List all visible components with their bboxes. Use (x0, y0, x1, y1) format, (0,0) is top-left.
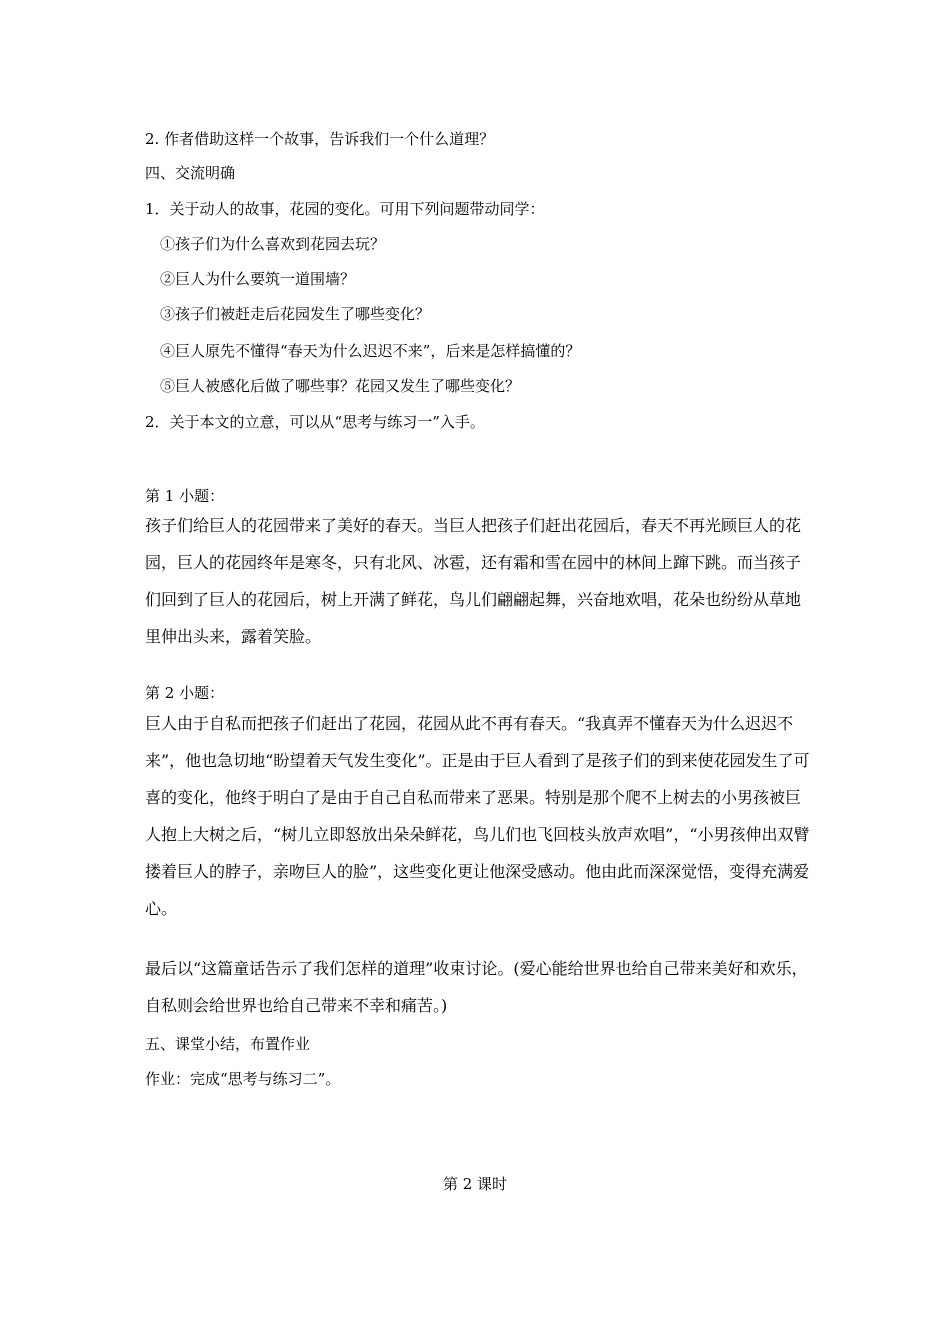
sub-question-1: ①孩子们为什么喜欢到花园去玩？ (160, 235, 386, 253)
sub-question-2: ②巨人为什么要筑一道围墙？ (160, 270, 356, 288)
section-heading-4: 四、交流明确 (145, 164, 236, 182)
discussion-item-2: 2．关于本文的立意，可以从“思考与练习一”入手。 (145, 413, 485, 431)
lesson-2-heading: 第 2 课时 (442, 1175, 508, 1193)
closing-discussion: 最后以“这篇童话告示了我们怎样的道理”收束讨论。(爱心能给世界也给自己带来美好和欢乐，自私则会给世界也给自己带来不幸和痛苦。) (145, 959, 808, 1015)
sub-question-5: ⑤巨人被感化后做了哪些事？花园又发生了哪些变化？ (160, 377, 521, 395)
section-heading-5: 五、课堂小结，布置作业 (145, 1035, 311, 1053)
sub-question-3: ③孩子们被赶走后花园发生了哪些变化？ (160, 305, 431, 323)
discussion-item-1: 1．关于动人的故事，花园的变化。可用下列问题带动同学： (145, 200, 545, 218)
question-2: 2. 作者借助这样一个故事，告诉我们一个什么道理？ (145, 130, 495, 148)
subquestion-2-title: 第 2 小题： (145, 684, 225, 702)
homework-line: 作业：完成“思考与练习二”。 (145, 1070, 341, 1088)
sub-question-4: ④巨人原先不懂得“春天为什么迟迟不来”，后来是怎样搞懂的？ (160, 342, 581, 360)
subquestion-2-answer: 巨人由于自私而把孩子们赶出了花园，花园从此不再有春天。“我真弄不懂春天为什么迟迟不来”，他也急切地“盼望着天气发生变化”。正是由于巨人看到了是孩子们的到来使花园发生了可喜的变化，他终于明白了是由于自己自私而带来了恶果。特别是那个爬不上树去的小男孩被巨人抱上大树之后，“树儿立即怒放出朵朵鲜花，鸟儿们也飞回枝头放声欢唱”，“小男孩伸出双臂搂着巨人的脖子，亲吻巨人的脸”，这些变化更让他深受感动。他由此而深深觉悟，变得充满爱心。 (145, 714, 810, 918)
document-page (145, 0, 815, 1344)
subquestion-1-answer: 孩子们给巨人的花园带来了美好的春天。当巨人把孩子们赶出花园后，春天不再光顾巨人的花园，巨人的花园终年是寒冬，只有北风、冰雹，还有霜和雪在园中的林间上蹿下跳。而当孩子们回到了巨人的花园后，树上开满了鲜花，鸟儿们翩翩起舞，兴奋地欢唱，花朵也纷纷从草地里伸出头来，露着笑脸。 (145, 516, 802, 646)
subquestion-1-title: 第 1 小题： (145, 487, 225, 505)
